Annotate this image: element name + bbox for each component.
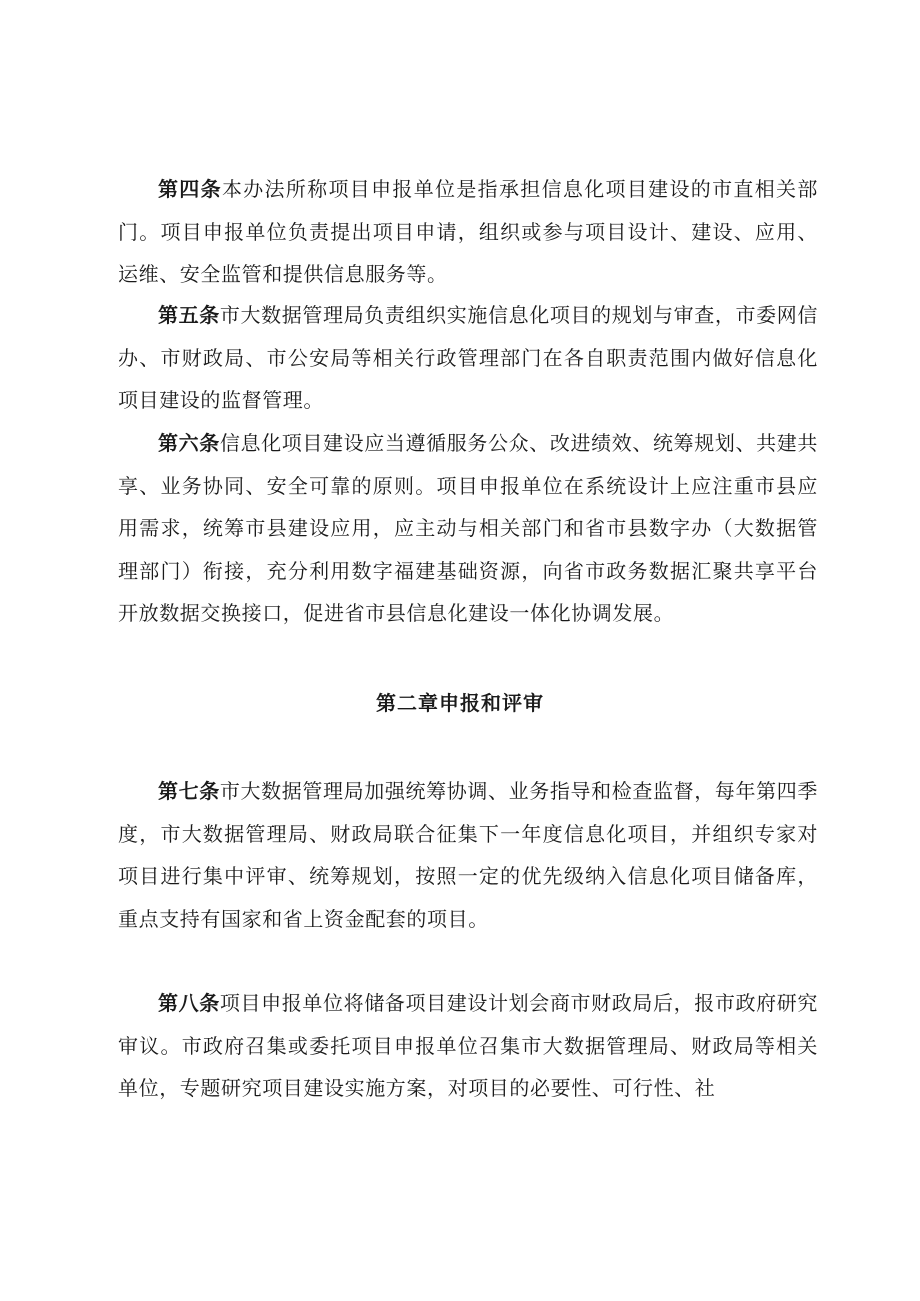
article-4-text: 本办法所称项目申报单位是指承担信息化项目建设的市直相关部门。项目申报单位负责提出项目申请，组织或参与项目设计、建设、应用、运维、安全监管和提供信息服务等。 [118, 177, 818, 286]
article-6-label: 第六条 [158, 431, 220, 455]
article-8-text: 项目申报单位将储备项目建设计划会商市财政局后，报市政府研究审议。市政府召集或委托项目申报单位召集市大数据管理局、财政局等相关单位，专题研究项目建设实施方案，对项目的必要性、可行性、社 [118, 991, 818, 1100]
article-8-label: 第八条 [158, 991, 220, 1015]
article-4-label: 第四条 [158, 177, 222, 201]
article-8-paragraph [118, 982, 818, 1110]
article-4-paragraph [118, 168, 818, 296]
article-6-text: 信息化项目建设应当遵循服务公众、改进绩效、统筹规划、共建共享、业务协同、安全可靠的原则。项目申报单位在系统设计上应注重市县应用需求，统筹市县建设应用，应主动与相关部门和省市县数字办（大数据管理部门）衔接，充分利用数字福建基础资源，向省市政务数据汇聚共享平台开放数据交换接口，促进省市县信息化建设一体化协调发展。 [118, 431, 818, 625]
chapter-heading: 第二章申报和评审 [376, 691, 544, 715]
article-5-label: 第五条 [158, 303, 220, 327]
article-7-paragraph [118, 770, 818, 940]
article-5-paragraph [118, 294, 818, 422]
article-7-label: 第七条 [158, 779, 220, 803]
article-5-text: 市大数据管理局负责组织实施信息化项目的规划与审查，市委网信办、市财政局、市公安局等相关行政管理部门在各自职责范围内做好信息化项目建设的监督管理。 [118, 303, 818, 412]
article-7-text: 市大数据管理局加强统筹协调、业务指导和检查监督，每年第四季度，市大数据管理局、财政局联合征集下一年度信息化项目，并组织专家对项目进行集中评审、统筹规划，按照一定的优先级纳入信息化项目储备库，重点支持有国家和省上资金配套的项目。 [118, 779, 818, 931]
article-6-paragraph [118, 422, 818, 635]
